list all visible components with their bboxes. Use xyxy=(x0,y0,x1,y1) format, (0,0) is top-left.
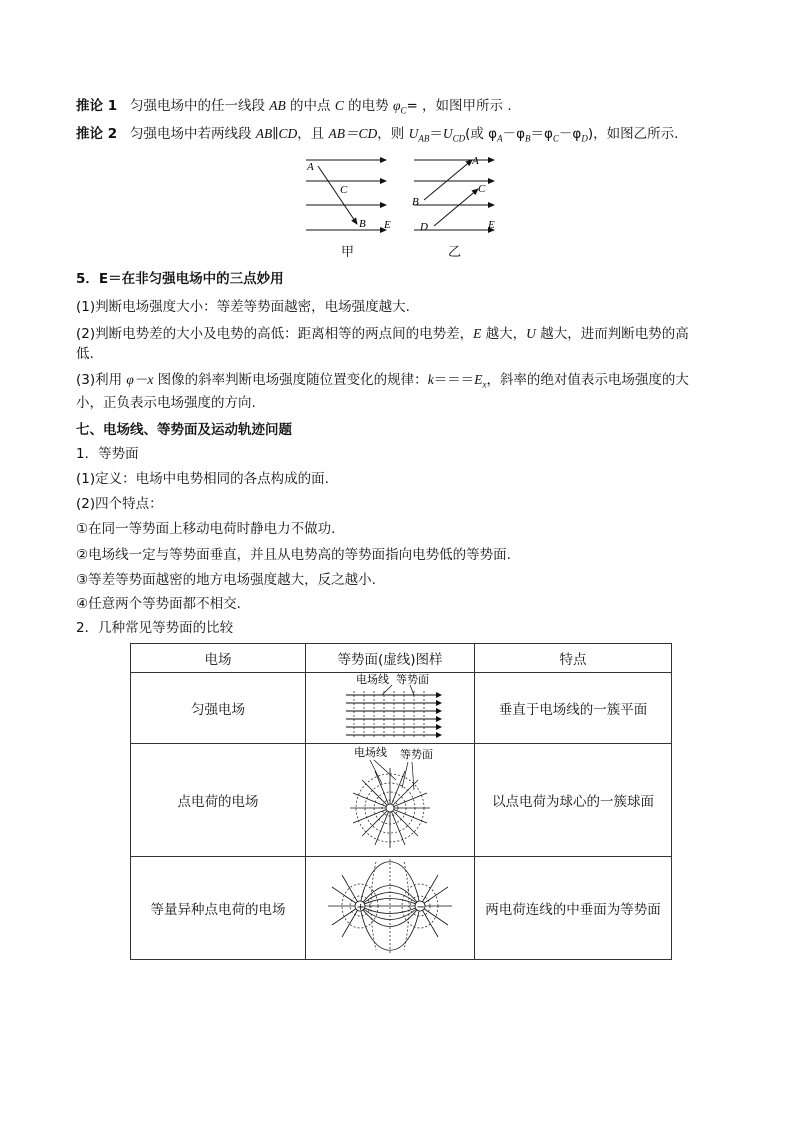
cell-field: 匀强电场 xyxy=(131,673,306,744)
label-C: C xyxy=(340,184,348,196)
section-5-p3-cont: 小，正负表示电场强度的方向. xyxy=(76,395,256,411)
figure-jia xyxy=(302,152,398,236)
svg-text:−: − xyxy=(416,902,425,913)
svg-text:电场线: 电场线 xyxy=(356,673,389,686)
section-5-p2: (2)判断电势差的大小及电势的高低：距离相等的两点间的电势差，E 越大，U 越大，进而判断电势的高 xyxy=(76,326,689,342)
uniform-field-diagram xyxy=(330,673,450,739)
feature-2: ②电场线一定与等势面垂直，并且从电势高的等势面指向电势低的等势面. xyxy=(76,547,511,563)
feature-3: ③等差等势面越密的地方电场强度越大，反之越小. xyxy=(76,572,376,588)
label-A: A xyxy=(307,161,314,173)
cell-field: 点电荷的电场 xyxy=(131,744,306,857)
section-5-p2-cont: 低. xyxy=(76,346,94,362)
comparison-table xyxy=(130,643,672,960)
cell-pattern xyxy=(306,744,475,857)
table-header-row xyxy=(131,644,672,673)
label-D: D xyxy=(420,221,428,233)
corollary-1: 推论 1 匀强电场中的任一线段 AB 的中点 C 的电势 $\varphi_C=$ ，如图甲所示 . xyxy=(76,98,512,116)
table-row xyxy=(131,744,672,857)
label-B: B xyxy=(412,196,419,208)
corollary-2: 推论 2 匀强电场中若两线段 AB∥CD，且 AB＝CD，则 $U_{AB}=U_{CD}$(或 $\varphi_A-\varphi_B=\varphi_C-\varphi_D$)，如图乙所示. xyxy=(76,126,679,144)
label-A: A xyxy=(472,155,479,167)
label-E: E xyxy=(488,219,495,231)
header-field: 电场 xyxy=(131,644,306,673)
table-row xyxy=(131,857,672,960)
corollary-1-label: 推论 1 xyxy=(76,98,118,114)
caption-yi: 乙 xyxy=(448,245,462,260)
caption-jia: 甲 xyxy=(341,245,355,260)
svg-text:+: + xyxy=(356,902,365,913)
cell-pattern xyxy=(306,857,475,960)
cell-feature: 两电荷连线的中垂面为等势面 xyxy=(475,857,672,960)
cell-field: 等量异种点电荷的电场 xyxy=(131,857,306,960)
header-pattern: 等势面(虚线)图样 xyxy=(306,644,475,673)
heading-comparison: 2．几种常见等势面的比较 xyxy=(76,620,234,636)
svg-text:等势面: 等势面 xyxy=(400,748,433,761)
definition: (1)定义：电场中电势相同的各点构成的面. xyxy=(76,471,329,487)
section-5-title: 5．E＝在非匀强电场中的三点妙用 xyxy=(76,271,284,287)
svg-text:等势面: 等势面 xyxy=(396,673,429,686)
label-B: B xyxy=(359,218,366,230)
label-C: C xyxy=(478,183,486,195)
figure-yi xyxy=(410,152,506,236)
dipole-diagram xyxy=(320,857,460,955)
heading-equipotential: 1．等势面 xyxy=(76,446,139,462)
cell-pattern xyxy=(306,673,475,744)
section-5-p3: (3)利用 φ－x 图像的斜率判断电场强度随位置变化的规律：$k===E_x$，斜率的绝对值表示电场强度的大 xyxy=(76,372,689,390)
feature-4: ④任意两个等势面都不相交. xyxy=(76,596,241,612)
point-charge-diagram xyxy=(330,744,450,852)
cell-feature: 垂直于电场线的一簇平面 xyxy=(475,673,672,744)
section-7-title: 七、电场线、等势面及运动轨迹问题 xyxy=(76,422,292,438)
table-row xyxy=(131,673,672,744)
label-E: E xyxy=(384,219,391,231)
four-features: (2)四个特点： xyxy=(76,496,163,512)
svg-text:电场线: 电场线 xyxy=(354,746,387,759)
section-5-p1: (1)判断电场强度大小：等差等势面越密，电场强度越大. xyxy=(76,299,410,315)
header-feature: 特点 xyxy=(475,644,672,673)
feature-1: ①在同一等势面上移动电荷时静电力不做功. xyxy=(76,521,336,537)
cell-feature: 以点电荷为球心的一簇球面 xyxy=(475,744,672,857)
corollary-2-label: 推论 2 xyxy=(76,126,118,142)
